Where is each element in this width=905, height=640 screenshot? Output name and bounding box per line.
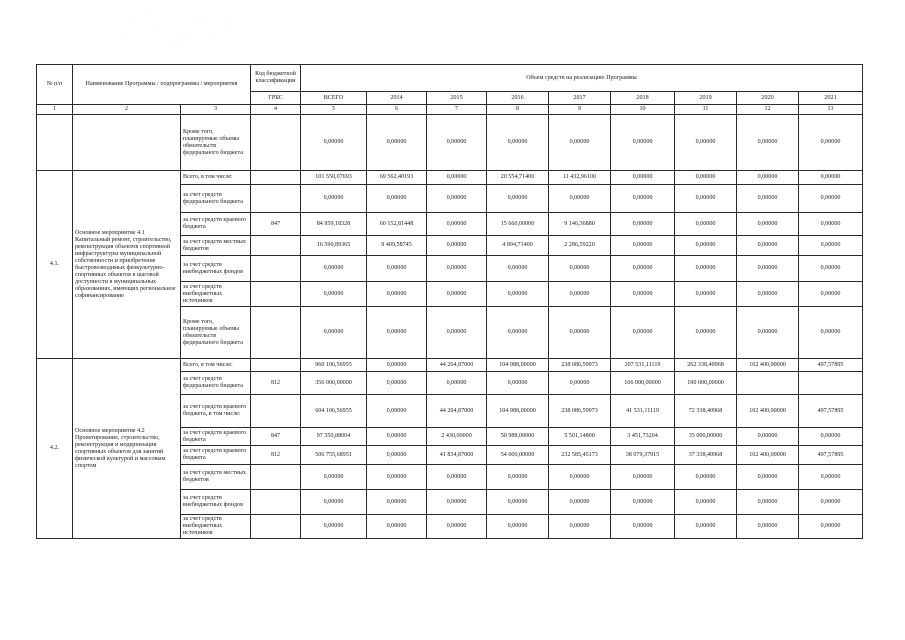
value-cell: 0,00000 [427, 115, 487, 171]
value-cell: 0,00000 [799, 465, 863, 490]
value-cell: 0,00000 [367, 465, 427, 490]
value-cell: 0,00000 [367, 282, 427, 307]
grbs-cell [251, 282, 301, 307]
grbs-header: ГРБС [251, 92, 301, 105]
value-cell: 0,00000 [799, 428, 863, 446]
value-cell: 497,57895 [799, 446, 863, 465]
value-cell: 0,00000 [427, 171, 487, 185]
value-cell: 20 554,71400 [487, 171, 549, 185]
value-cell: 0,00000 [737, 515, 799, 539]
value-cell: 0,00000 [611, 465, 675, 490]
column-index: 6 [367, 105, 427, 115]
section-title: Основное мероприятие 4.1 Капитальный ремонт, строительство, реконструкция объектов спортивной инфраструктуры муниципальной собственности и приобретение быстровозводимых физкультурно-спортивных объектов в шаговой доступности в муниципальных образованиях, имеющих региональное софинансирование [73, 171, 181, 359]
source-cell: Всего, в том числе: [181, 359, 251, 372]
value-cell: 238 086,59973 [549, 359, 611, 372]
value-cell: 0,00000 [737, 185, 799, 213]
column-index: 13 [799, 105, 863, 115]
value-cell: 0,00000 [737, 307, 799, 359]
value-cell: 238 086,59973 [549, 395, 611, 428]
value-cell: 5 501,14800 [549, 428, 611, 446]
value-cell: 0,00000 [367, 307, 427, 359]
column-index: 10 [611, 105, 675, 115]
value-cell: 0,00000 [675, 115, 737, 171]
value-cell: 0,00000 [675, 465, 737, 490]
value-cell: 0,00000 [301, 515, 367, 539]
value-cell [799, 372, 863, 395]
value-cell: 0,00000 [675, 171, 737, 185]
grbs-cell [251, 359, 301, 372]
value-cell: 3 451,73204 [611, 428, 675, 446]
value-cell: 0,00000 [611, 185, 675, 213]
column-index: 7 [427, 105, 487, 115]
value-cell: 0,00000 [367, 115, 427, 171]
value-cell: 104 988,00000 [487, 359, 549, 372]
value-cell: 356 000,00000 [301, 372, 367, 395]
value-cell: 60 152,81448 [367, 213, 427, 236]
value-cell: 0,00000 [737, 213, 799, 236]
value-cell: 0,00000 [549, 372, 611, 395]
value-cell: 102 400,00000 [737, 446, 799, 465]
source-cell: за счет средств краевого бюджета, в том числе: [181, 395, 251, 428]
year-header: 2017 [549, 92, 611, 105]
value-cell: 0,00000 [487, 515, 549, 539]
value-cell: 0,00000 [611, 282, 675, 307]
column-index: 5 [301, 105, 367, 115]
value-cell: 0,00000 [427, 282, 487, 307]
value-cell: 0,00000 [301, 282, 367, 307]
value-cell: 0,00000 [427, 515, 487, 539]
value-cell: 0,00000 [611, 115, 675, 171]
grbs-cell [251, 307, 301, 359]
value-cell: 0,00000 [799, 490, 863, 515]
value-cell: 0,00000 [549, 490, 611, 515]
value-cell: 15 660,00000 [487, 213, 549, 236]
value-cell: 0,00000 [367, 446, 427, 465]
source-cell: за счет средств краевого бюджета [181, 446, 251, 465]
value-cell: 44 264,87000 [427, 359, 487, 372]
value-cell: 604 106,56955 [301, 395, 367, 428]
source-cell: за счет средств краевого бюджета [181, 428, 251, 446]
source-cell: за счет средств внебюджетных фондов [181, 490, 251, 515]
value-cell: 2 430,00000 [427, 428, 487, 446]
value-cell: 0,00000 [737, 490, 799, 515]
value-cell: 0,00000 [799, 236, 863, 256]
value-cell: 72 338,40968 [675, 395, 737, 428]
value-cell: 9 146,36880 [549, 213, 611, 236]
value-cell: 54 000,00000 [487, 446, 549, 465]
value-cell: 0,00000 [611, 256, 675, 282]
value-cell: 0,00000 [737, 256, 799, 282]
table-row [37, 359, 863, 372]
value-cell: 0,00000 [367, 372, 427, 395]
value-cell: 0,00000 [549, 515, 611, 539]
value-cell: 0,00000 [799, 185, 863, 213]
column-index: 1 [37, 105, 73, 115]
grbs-cell [251, 515, 301, 539]
value-cell: 0,00000 [611, 307, 675, 359]
value-cell: 0,00000 [737, 115, 799, 171]
value-cell: 0,00000 [367, 185, 427, 213]
value-cell: 0,00000 [611, 171, 675, 185]
value-cell: 102 400,00000 [737, 359, 799, 372]
value-cell: 0,00000 [675, 490, 737, 515]
value-cell: 0,00000 [367, 490, 427, 515]
value-cell: 0,00000 [487, 465, 549, 490]
value-cell: 35 000,00000 [675, 428, 737, 446]
value-cell: 0,00000 [487, 282, 549, 307]
value-cell: 0,00000 [301, 307, 367, 359]
value-cell: 0,00000 [427, 307, 487, 359]
value-cell: 0,00000 [675, 236, 737, 256]
value-cell: 44 264,87000 [427, 395, 487, 428]
value-cell: 41 834,87000 [427, 446, 487, 465]
value-cell: 0,00000 [427, 185, 487, 213]
value-cell: 0,00000 [487, 372, 549, 395]
value-cell: 0,00000 [367, 515, 427, 539]
value-cell: 0,00000 [799, 115, 863, 171]
value-cell: 190 000,00000 [675, 372, 737, 395]
year-header: 2021 [799, 92, 863, 105]
value-cell: 0,00000 [737, 428, 799, 446]
section-number: 4.1. [37, 171, 73, 359]
volume-header: Объем средств на реализацию Программы [301, 65, 863, 92]
grbs-cell: 847 [251, 213, 301, 236]
value-cell: 38 079,37915 [611, 446, 675, 465]
value-cell: 0,00000 [549, 465, 611, 490]
value-cell: 0,00000 [799, 307, 863, 359]
value-cell: 2 286,59220 [549, 236, 611, 256]
value-cell: 41 531,11119 [611, 395, 675, 428]
value-cell: 0,00000 [799, 256, 863, 282]
value-cell: 232 585,45173 [549, 446, 611, 465]
column-index: 4 [251, 105, 301, 115]
value-cell: 0,00000 [799, 515, 863, 539]
value-cell [737, 372, 799, 395]
source-cell: Кроме того, планируемые объемы обязательств федерального бюджета [181, 307, 251, 359]
value-cell: 37 338,40968 [675, 446, 737, 465]
column-index: 3 [181, 105, 251, 115]
value-cell: 0,00000 [301, 256, 367, 282]
name-header: Наименование Программы / подпрограммы / мероприятия [73, 65, 251, 105]
section-title: Основное мероприятие 4.2 Проектирование, строительство, реконструкция и модернизация спортивных объектов для занятий физической культурой и массовым спортом [73, 359, 181, 539]
source-cell: за счет средств федерального бюджета [181, 372, 251, 395]
value-cell: 0,00000 [799, 282, 863, 307]
value-cell: 0,00000 [427, 256, 487, 282]
value-cell: 262 338,40968 [675, 359, 737, 372]
value-cell: 0,00000 [675, 256, 737, 282]
source-cell: за счет средств внебюджетных фондов [181, 256, 251, 282]
column-index: 8 [487, 105, 549, 115]
source-cell: за счет средств местных бюджетов [181, 465, 251, 490]
value-cell: 960 106,56955 [301, 359, 367, 372]
budget-table [36, 64, 863, 539]
value-cell: 104 988,00000 [487, 395, 549, 428]
value-cell: 0,00000 [367, 256, 427, 282]
value-cell: 0,00000 [301, 490, 367, 515]
value-cell: 207 531,11119 [611, 359, 675, 372]
value-cell: 0,00000 [549, 256, 611, 282]
grbs-cell [251, 185, 301, 213]
value-cell: 9 409,58745 [367, 236, 427, 256]
grbs-cell [251, 395, 301, 428]
source-cell: за счет средств местных бюджетов [181, 236, 251, 256]
year-header: 2018 [611, 92, 675, 105]
grbs-cell: 812 [251, 372, 301, 395]
table-row [37, 115, 863, 171]
value-cell: 69 562,40193 [367, 171, 427, 185]
value-cell: 101 550,07693 [301, 171, 367, 185]
year-header: 2020 [737, 92, 799, 105]
grbs-cell [251, 465, 301, 490]
value-cell: 0,00000 [549, 185, 611, 213]
value-cell: 0,00000 [487, 256, 549, 282]
section-number: 4.2. [37, 359, 73, 539]
source-cell: за счет средств федерального бюджета [181, 185, 251, 213]
value-cell: 0,00000 [487, 307, 549, 359]
value-cell: 0,00000 [611, 236, 675, 256]
value-cell: 0,00000 [301, 465, 367, 490]
value-cell: 166 000,00000 [611, 372, 675, 395]
value-cell: 0,00000 [367, 359, 427, 372]
value-cell: 0,00000 [301, 185, 367, 213]
value-cell: 0,00000 [549, 282, 611, 307]
value-cell: 0,00000 [487, 115, 549, 171]
grbs-cell: 847 [251, 428, 301, 446]
value-cell: 0,00000 [675, 282, 737, 307]
value-cell: 0,00000 [737, 282, 799, 307]
value-cell: 102 400,00000 [737, 395, 799, 428]
table-body [37, 115, 863, 539]
value-cell: 0,00000 [487, 185, 549, 213]
grbs-cell [251, 236, 301, 256]
value-cell: 497,57895 [799, 359, 863, 372]
value-cell: 0,00000 [799, 213, 863, 236]
column-index: 11 [675, 105, 737, 115]
total-header: ВСЕГО [301, 92, 367, 105]
value-cell: 16 590,89365 [301, 236, 367, 256]
value-cell: 497,57895 [799, 395, 863, 428]
value-cell: 4 894,71400 [487, 236, 549, 256]
value-cell: 0,00000 [427, 465, 487, 490]
bk-header: Код бюджетной классификации [251, 65, 301, 92]
value-cell: 97 350,88004 [301, 428, 367, 446]
grbs-cell [251, 171, 301, 185]
year-header: 2019 [675, 92, 737, 105]
value-cell: 0,00000 [611, 515, 675, 539]
year-header: 2014 [367, 92, 427, 105]
value-cell: 0,00000 [737, 465, 799, 490]
value-cell: 84 959,18328 [301, 213, 367, 236]
value-cell: 0,00000 [427, 213, 487, 236]
value-cell: 0,00000 [611, 213, 675, 236]
column-index: 2 [73, 105, 181, 115]
grbs-cell [251, 490, 301, 515]
grbs-cell: 812 [251, 446, 301, 465]
value-cell: 0,00000 [367, 428, 427, 446]
scan-noise [110, 8, 250, 48]
source-cell: Всего, в том числе: [181, 171, 251, 185]
table-row [37, 171, 863, 185]
value-cell: 506 755,68951 [301, 446, 367, 465]
value-cell: 0,00000 [367, 395, 427, 428]
value-cell: 0,00000 [427, 490, 487, 515]
value-cell: 11 432,96100 [549, 171, 611, 185]
value-cell: 0,00000 [427, 236, 487, 256]
source-cell: Кроме того, планируемые объемы обязательств федерального бюджета [181, 115, 251, 171]
value-cell: 0,00000 [675, 515, 737, 539]
source-cell: за счет средств внебюджетных источников [181, 282, 251, 307]
value-cell: 0,00000 [487, 490, 549, 515]
value-cell: 0,00000 [549, 307, 611, 359]
value-cell: 0,00000 [737, 171, 799, 185]
value-cell: 0,00000 [549, 115, 611, 171]
value-cell: 0,00000 [301, 115, 367, 171]
column-index: 12 [737, 105, 799, 115]
grbs-cell [251, 256, 301, 282]
value-cell: 0,00000 [427, 372, 487, 395]
document-page [36, 64, 862, 539]
num-header: № п/п [37, 65, 73, 105]
value-cell: 0,00000 [799, 171, 863, 185]
value-cell: 50 988,00000 [487, 428, 549, 446]
column-index-row [37, 105, 863, 115]
source-cell: за счет средств внебюджетных источников [181, 515, 251, 539]
year-header: 2015 [427, 92, 487, 105]
value-cell: 0,00000 [675, 307, 737, 359]
column-index: 9 [549, 105, 611, 115]
value-cell: 0,00000 [675, 213, 737, 236]
source-cell: за счет средств краевого бюджета [181, 213, 251, 236]
year-header: 2016 [487, 92, 549, 105]
value-cell: 0,00000 [737, 236, 799, 256]
value-cell: 0,00000 [675, 185, 737, 213]
value-cell: 0,00000 [611, 490, 675, 515]
